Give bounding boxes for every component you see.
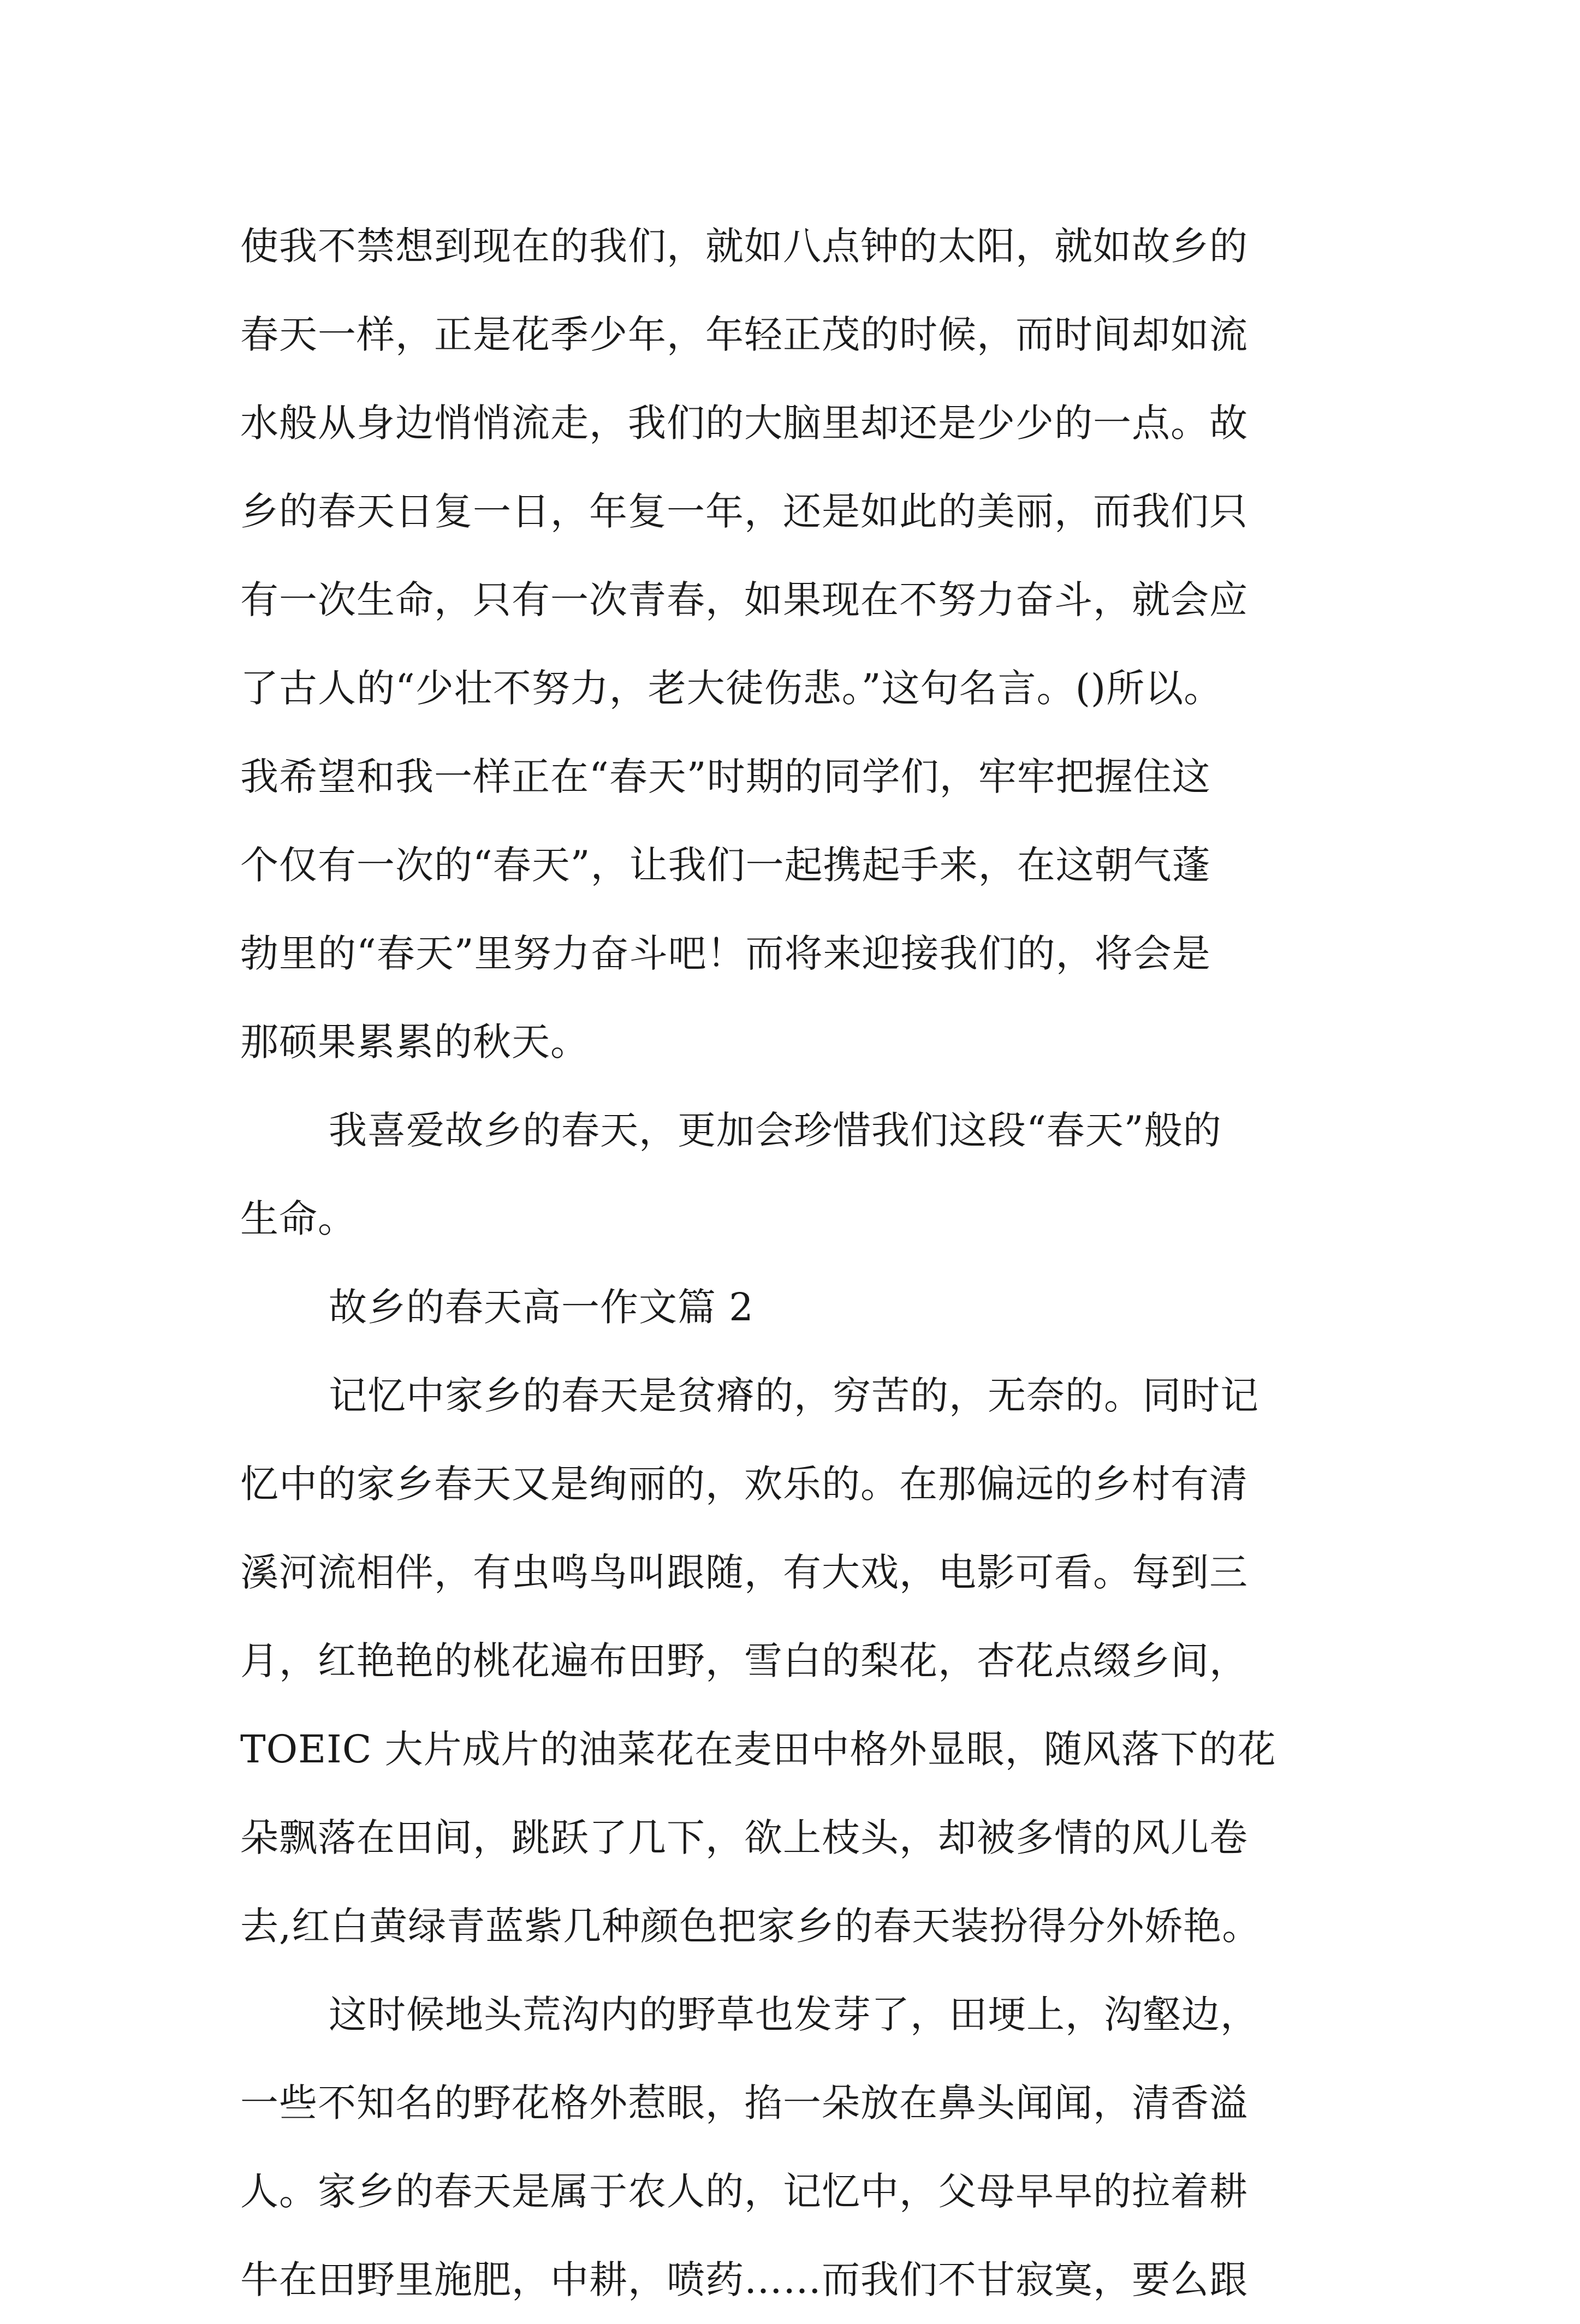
text-line: 我希望和我一样正在“春天”时期的同学们，牢牢把握住这 xyxy=(240,754,1211,799)
text-line: 忆中的家乡春天又是绚丽的，欢乐的。在那偏远的乡村有清 xyxy=(240,1462,1248,1506)
text-line: 溪河流相伴，有虫鸣鸟叫跟随，有大戏，电影可看。每到三 xyxy=(240,1550,1248,1595)
text-line: 生命。 xyxy=(240,1196,357,1241)
text-line: 朵飘落在田间，跳跃了几下，欲上枝头，却被多情的风儿卷 xyxy=(240,1815,1248,1860)
paragraph-first-line: 记忆中家乡的春天是贫瘠的，穷苦的，无奈的。同时记 xyxy=(329,1373,1259,1418)
text-line: 使我不禁想到现在的我们，就如八点钟的太阳，就如故乡的 xyxy=(240,224,1248,269)
text-line: 乡的春天日复一日，年复一年，还是如此的美丽，而我们只 xyxy=(240,489,1248,534)
text-line: 去,红白黄绿青蓝紫几种颜色把家乡的春天装扮得分外娇艳。 xyxy=(240,1904,1261,1948)
text-line: 水般从身边悄悄流走，我们的大脑里却还是少少的一点。故 xyxy=(240,401,1248,445)
text-line: 人。家乡的春天是属于农人的，记忆中，父母早早的拉着耕 xyxy=(240,2169,1248,2214)
text-line: 个仅有一次的“春天”，让我们一起携起手来，在这朝气蓬 xyxy=(240,843,1211,887)
text-line: 牛在田野里施肥，中耕，喷药……而我们不甘寂寞，要么跟 xyxy=(240,2257,1248,2302)
text-line: 了古人的“少壮不努力，老大徒伤悲。”这句名言。()所以。 xyxy=(240,666,1223,711)
text-line: 一些不知名的野花格外惹眼，掐一朵放在鼻头闻闻，清香溢 xyxy=(240,2081,1248,2125)
text-line: 勃里的“春天”里努力奋斗吧！而将来迎接我们的，将会是 xyxy=(240,931,1211,976)
text-line: 春天一样，正是花季少年，年轻正茂的时候，而时间却如流 xyxy=(240,312,1248,357)
section-heading: 故乡的春天高一作文篇 2 xyxy=(329,1285,754,1330)
paragraph-first-line: 这时候地头荒沟内的野草也发芽了，田埂上，沟壑边， xyxy=(329,1992,1259,2037)
document-body xyxy=(240,202,1349,2324)
text-line: 那硕果累累的秋天。 xyxy=(240,1020,589,1064)
paragraph-first-line: 我喜爱故乡的春天，更加会珍惜我们这段“春天”般的 xyxy=(329,1108,1222,1153)
text-line: 有一次生命，只有一次青春，如果现在不努力奋斗，就会应 xyxy=(240,577,1248,622)
text-line: 月，红艳艳的桃花遍布田野，雪白的梨花，杏花点缀乡间， xyxy=(240,1638,1248,1683)
text-line: TOEIC 大片成片的油菜花在麦田中格外显眼，随风落下的花 xyxy=(240,1727,1276,1772)
